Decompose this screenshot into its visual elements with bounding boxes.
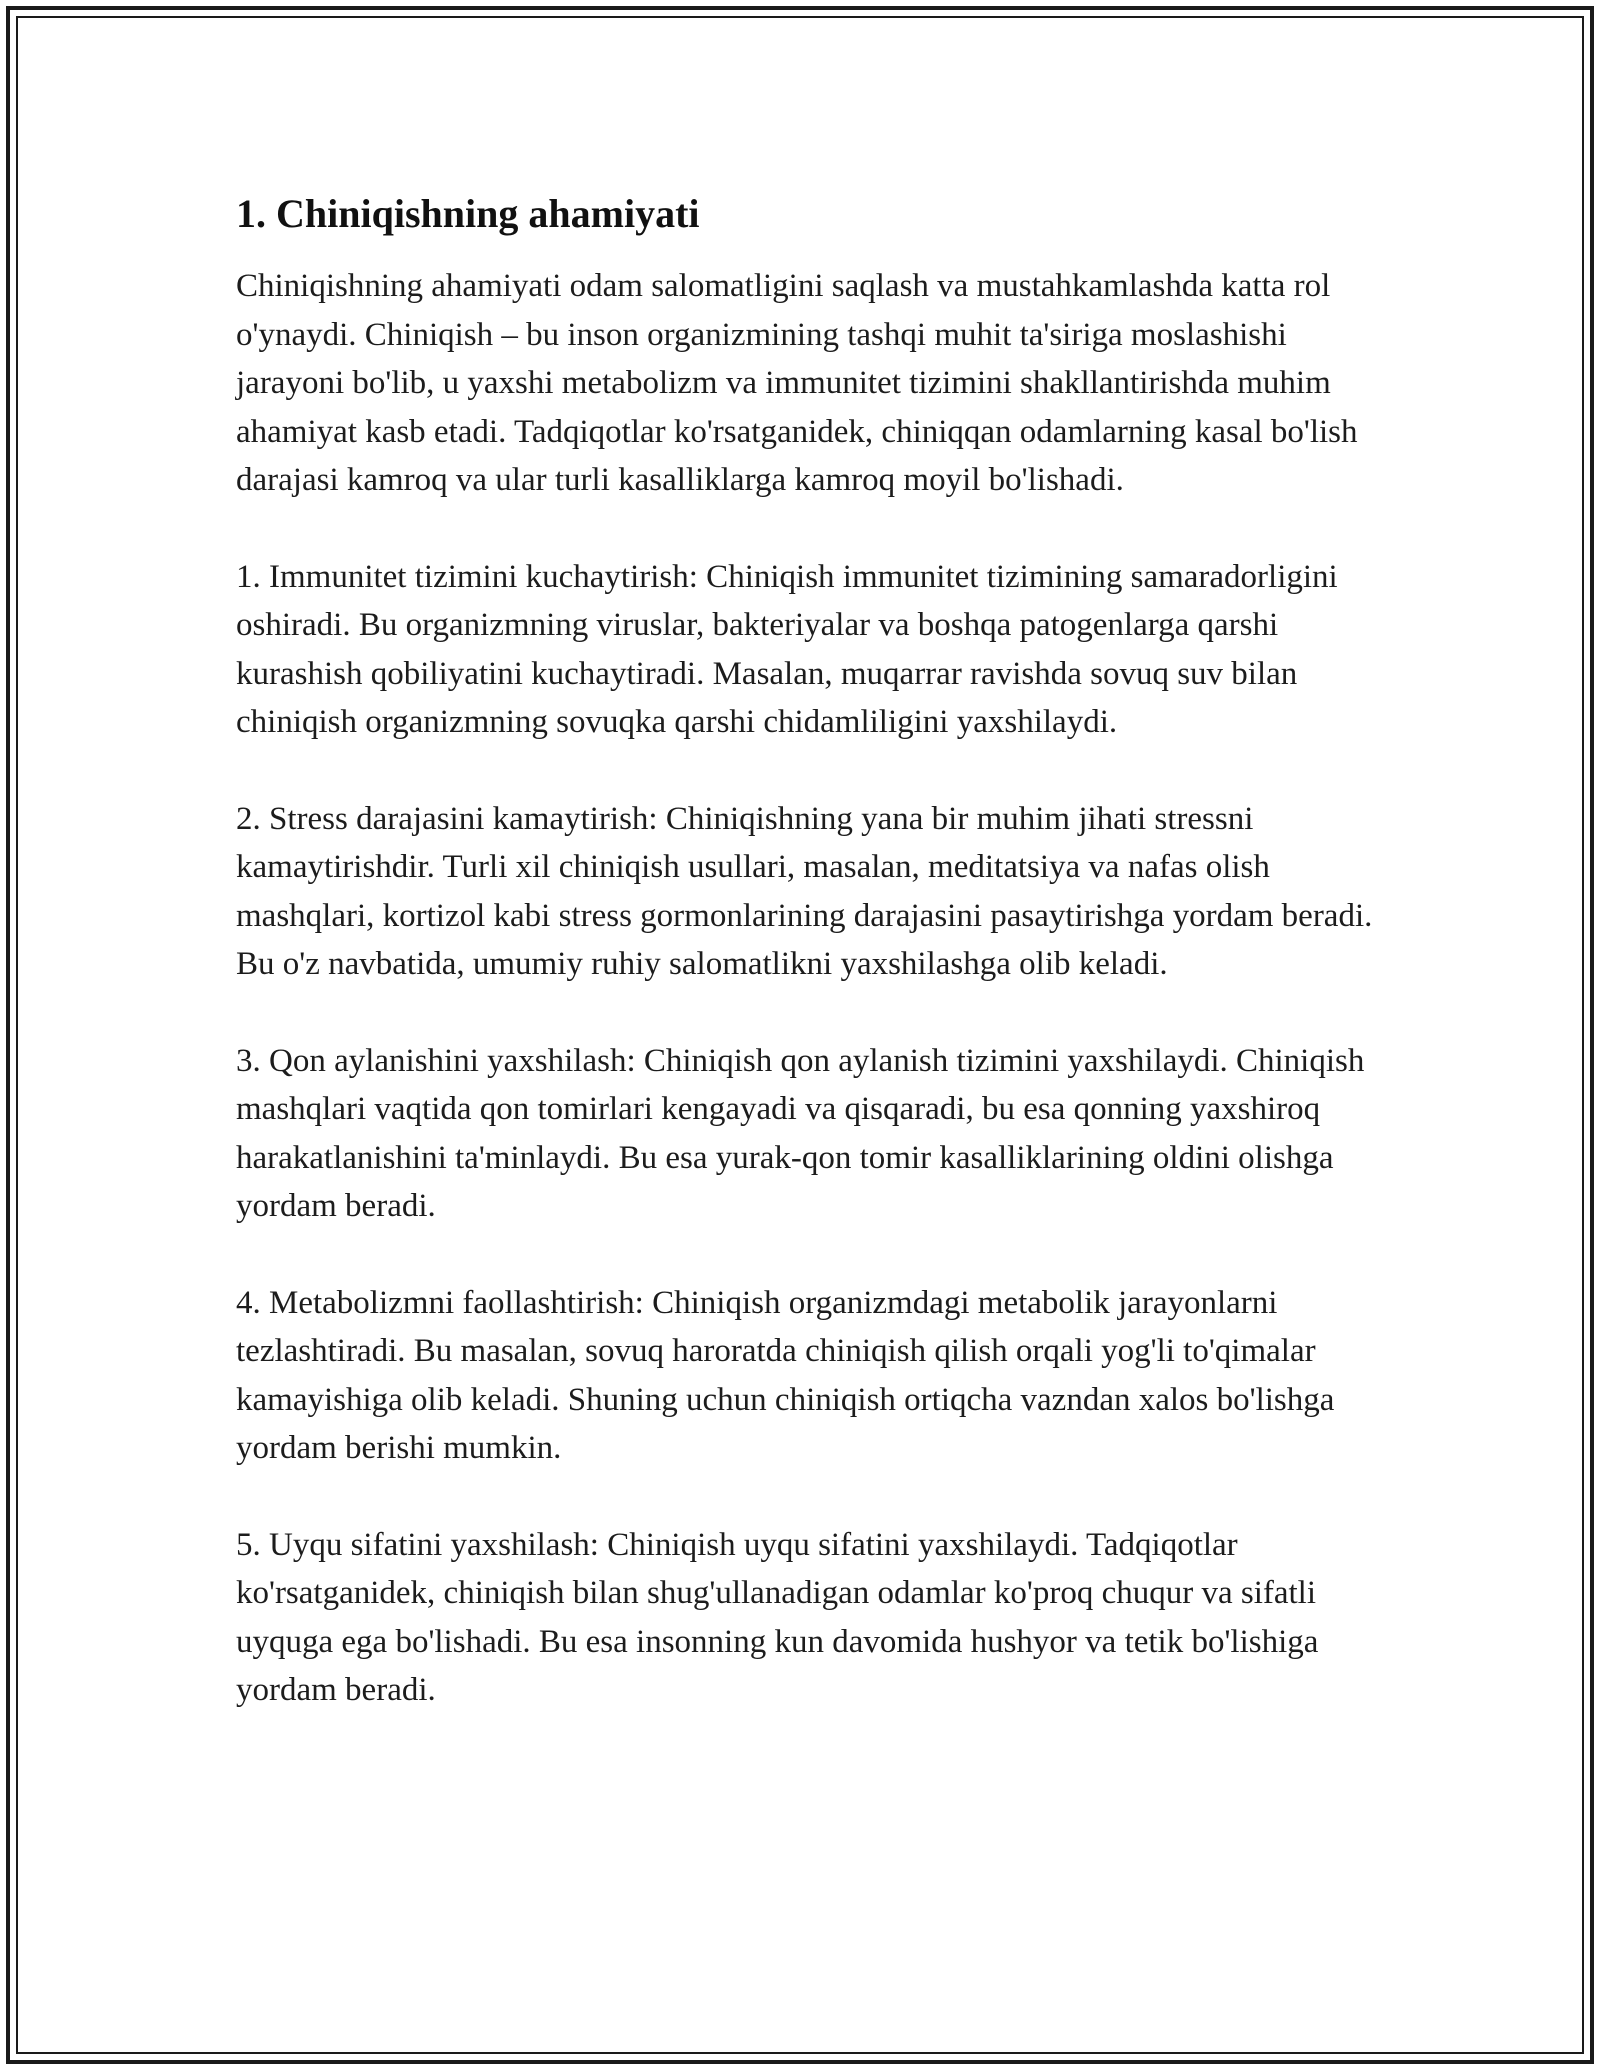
paragraph-circulation: 3. Qon aylanishini yaxshilash: Chiniqish qon aylanish tizimini yaxshilaydi. Chiniqish mashqlari vaqtida qon tomirlari kengayadi va qisqaradi, bu esa qonning yaxshiroq harakatlanishini ta'minlaydi. Bu esa yurak-qon tomir kasalliklarining oldini olishga yordam beradi. (236, 1042, 1365, 1224)
section-heading: 1. Chiniqishning ahamiyati (236, 191, 700, 236)
intro-paragraph: Chiniqishning ahamiyati odam salomatligini saqlash va mustahkamlashda katta rol o'ynaydi. Chiniqish – bu inson organizmining tashqi muhit ta'siriga moslashishi jarayoni bo'lib, u yaxshi metabolizm va immunitet tizimini shakllantirishda muhim ahamiyat kasb etadi. Tadqiqotlar ko'rsatganidek, chiniqqan odamlarning kasal bo'lish darajasi kamroq va ular turli kasalliklarga kamroq moyil bo'lishadi. (236, 268, 1358, 498)
paragraph-sleep: 5. Uyqu sifatini yaxshilash: Chiniqish uyqu sifatini yaxshilaydi. Tadqiqotlar ko'rsatganidek, chiniqish bilan shug'ullanadigan odamlar ko'proq chuqur va sifatli uyquga ega bo'lishadi. Bu esa insonning kun davomida hushyor va tetik bo'lishiga yordam beradi. (236, 1526, 1319, 1708)
paragraph-metabolism: 4. Metabolizmni faollashtirish: Chiniqish organizmdagi metabolik jarayonlarni tezlashtiradi. Bu masalan, sovuq haroratda chiniqish qilish orqali yog'li to'qimalar kamayishiga olib keladi. Shuning uchun chiniqish ortiqcha vazndan xalos bo'lishga yordam berishi mumkin. (236, 1284, 1335, 1466)
paragraph-stress: 2. Stress darajasini kamaytirish: Chiniqishning yana bir muhim jihati stressni kamaytirishdir. Turli xil chiniqish usullari, masalan, meditatsiya va nafas olish mashqlari, kortizol kabi stress gormonlarining darajasini pasaytirishga yordam beradi. Bu o'z navbatida, umumiy ruhiy salomatlikni yaxshilashga olib keladi. (236, 800, 1373, 982)
document-body (236, 188, 1376, 1763)
paragraph-immunity: 1. Immunitet tizimini kuchaytirish: Chiniqish immunitet tizimining samaradorligini oshiradi. Bu organizmning viruslar, bakteriyalar va boshqa patogenlarga qarshi kurashish qobiliyatini kuchaytiradi. Masalan, muqarrar ravishda sovuq suv bilan chiniqish organizmning sovuqka qarshi chidamliligini yaxshilaydi. (236, 558, 1338, 740)
